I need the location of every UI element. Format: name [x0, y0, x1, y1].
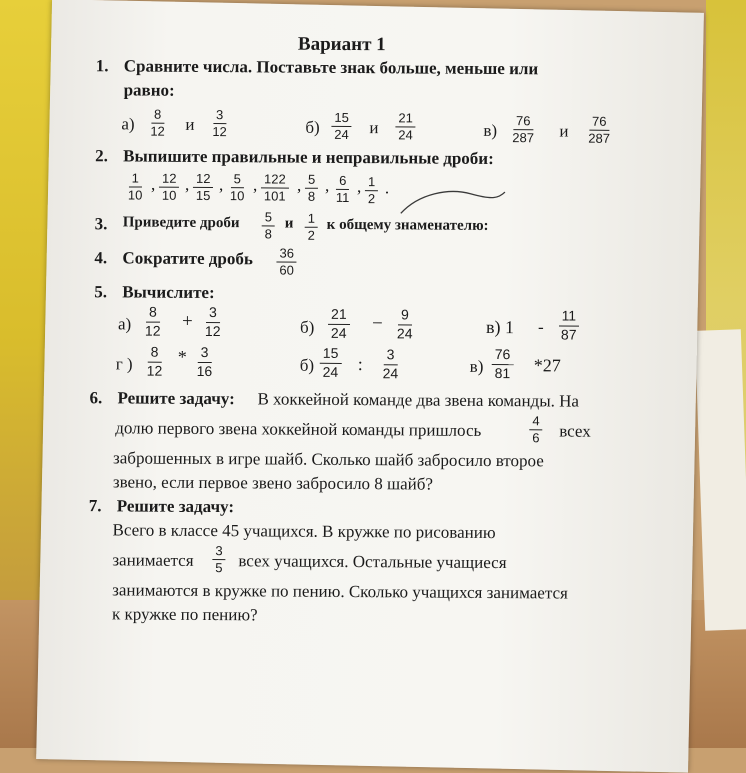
task7-line-2: занимается [112, 550, 194, 570]
worksheet-title: Вариант 1 [297, 33, 386, 56]
task5-r1-b-fraction-1: $\frac{21}{24}$ [328, 306, 350, 342]
task5-r2-b-op: : [357, 354, 363, 375]
task6-fraction: $\frac{4}{6}$ [529, 413, 542, 445]
task5-number: 5. [94, 282, 108, 302]
task3-and: и [284, 215, 294, 232]
task5-r1-a-fraction-1: $\frac{8}{12}$ [144, 303, 161, 339]
task1-c-fraction-2: $\frac{76}{287}$ [588, 113, 611, 146]
task1-heading-2: равно: [123, 80, 175, 100]
task5-r2-c-fraction: $\frac{76}{81}$ [492, 346, 514, 382]
task5-r1-c-fraction: $\frac{11}{87}$ [558, 307, 580, 343]
task7-bold: Решите задачу: [116, 496, 235, 517]
comma: , [296, 175, 302, 195]
task1-c-label: в) [483, 120, 498, 141]
task5-r1-c-label: в) 1 [485, 316, 515, 338]
task3-fraction-1: $\frac{5}{8}$ [262, 209, 275, 241]
task5-r2-a-fraction-1: $\frac{8}{12}$ [146, 343, 163, 379]
task5-r2-b-fraction-1: $\frac{15}{24}$ [320, 345, 342, 381]
task4-number: 4. [94, 248, 108, 268]
task1-a-label: а) [121, 114, 135, 134]
task7-line-4: к кружке по пению? [111, 604, 258, 625]
task1-b-fraction-2: $\frac{21}{24}$ [395, 110, 416, 142]
task6-line-3: заброшенных в игре шайб. Сколько шайб забросило второе [113, 448, 544, 471]
comma: , [184, 174, 190, 194]
task1-a-fraction-1: $\frac{8}{12}$ [150, 106, 165, 139]
pencil-mark [399, 183, 509, 220]
task4-fraction: $\frac{36}{60}$ [276, 245, 297, 277]
task6-line-2: долю первого звена хоккейной команды пришлось [115, 418, 482, 440]
comma: , [356, 177, 362, 197]
task5-r2-a-fraction-2: $\frac{3}{16}$ [196, 343, 213, 380]
task2-number: 2. [95, 146, 109, 166]
task5-r2-b-fraction-2: $\frac{3}{24}$ [382, 346, 399, 382]
task1-b-fraction-1: $\frac{15}{24}$ [331, 110, 352, 142]
task5-r2-a-label: г ) [115, 354, 133, 374]
task5-r1-b-label: б) [299, 317, 315, 337]
task6-line-1: В хоккейной команде два звена команды. На [257, 389, 580, 411]
task7-fraction: $\frac{3}{5}$ [212, 543, 225, 575]
task3-number: 3. [94, 214, 108, 234]
task5-r1-c-op: - [537, 317, 544, 337]
task2-fraction-2: $\frac{12}{10}$ [159, 171, 180, 203]
task2-fraction-6: $\frac{5}{8}$ [305, 172, 318, 204]
task5-r1-a-op: + [181, 310, 193, 332]
task2-fraction-1: $\frac{1}{10}$ [127, 170, 143, 203]
task1-c-fraction-1: $\frac{76}{287}$ [512, 113, 535, 146]
task2-fraction-4: $\frac{5}{10}$ [229, 171, 245, 204]
task5-heading: Вычислите: [122, 282, 215, 303]
task5-r1-b-op: − [371, 313, 383, 335]
task5-r2-a-op: * [177, 346, 187, 367]
task7-line-3: занимаются в кружке по пению. Сколько учащихся занимается [112, 580, 568, 603]
task7-number: 7. [88, 496, 102, 516]
task5-r2-c-label: в) [469, 356, 484, 376]
task6-line-4: звено, если первое звено забросило 8 шайб? [112, 472, 434, 494]
task5-r1-a-fraction-2: $\frac{3}{12}$ [204, 304, 221, 340]
task3-fraction-2: $\frac{1}{2}$ [305, 211, 318, 243]
task3-text-1: Приведите дроби [122, 214, 240, 232]
task2-heading: Выпишите правильные и неправильные дроби: [123, 146, 494, 169]
task1-number: 1. [95, 56, 109, 76]
comma: , [324, 175, 330, 195]
task5-r2-c-op: *27 [533, 355, 561, 376]
task5-r1-b-fraction-2: $\frac{9}{24}$ [396, 306, 413, 342]
comma: , [252, 175, 258, 195]
task6-bold: Решите задачу: [117, 388, 235, 409]
task7-line-1: Всего в классе 45 учащихся. В кружке по рисованию [112, 520, 496, 543]
task1-b-label: б) [305, 117, 320, 137]
task2-fraction-7: $\frac{6}{11}$ [335, 172, 350, 205]
task2-fraction-3: $\frac{12}{15}$ [193, 171, 214, 203]
task5-r2-b-label: б) [299, 355, 315, 375]
task2-fraction-8: $\frac{1}{2}$ [365, 174, 378, 206]
task2-fraction-5: $\frac{122}{101}$ [261, 171, 289, 203]
task6-line-2-end: всех [559, 421, 591, 441]
comma: , [218, 175, 224, 195]
task6-number: 6. [89, 388, 103, 408]
task1-c-and: и [559, 121, 569, 141]
task5-r1-a-label: а) [117, 314, 132, 334]
comma: , [150, 174, 156, 194]
task1-heading: Сравните числа. Поставьте знак больше, меньше или [123, 56, 539, 79]
task1-b-and: и [369, 118, 379, 138]
task3-text-2: к общему знаменателю: [326, 216, 489, 234]
period: . [384, 178, 390, 198]
task7-line-2-end: всех учащихся. Остальные учащиеся [238, 551, 507, 573]
task1-a-fraction-2: $\frac{3}{12}$ [212, 107, 227, 140]
task1-a-and: и [185, 114, 195, 134]
task4-text: Сократите дробь [122, 248, 253, 269]
